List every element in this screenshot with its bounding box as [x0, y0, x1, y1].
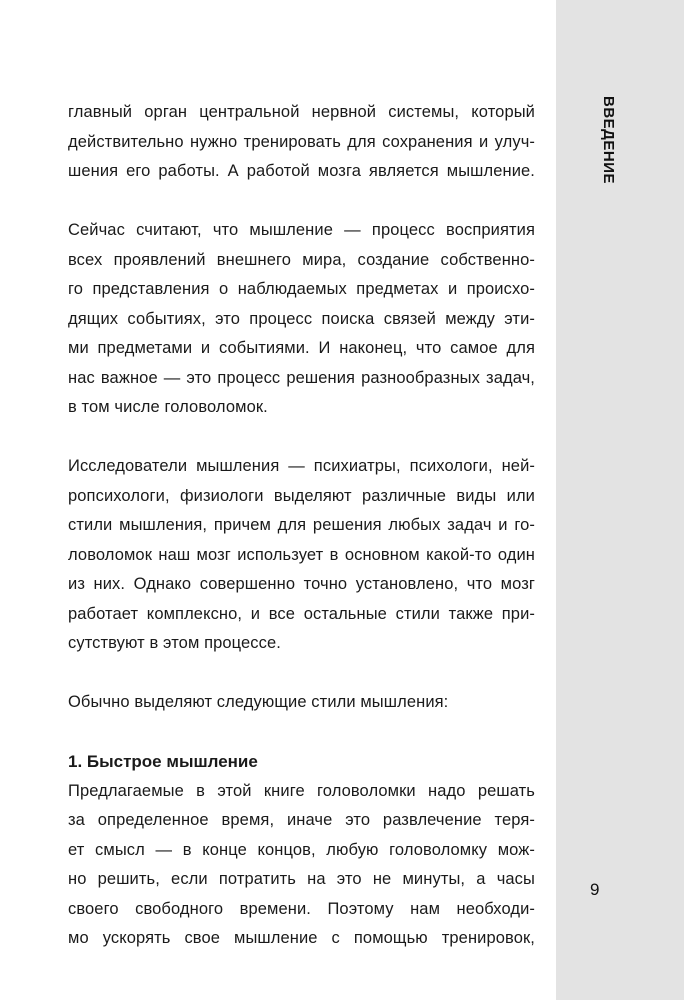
text-line: ловоломок наш мозг использует в основном какой-то один — [68, 545, 535, 564]
paragraph-4 — [68, 688, 535, 718]
text-line: нас важное — это процесс решения разнообразных задач, — [68, 368, 535, 387]
text-line: действительно нужно тренировать для сохранения и улуч- — [68, 132, 535, 151]
section-heading: 1. Быстрое мышление — [68, 752, 258, 771]
text-line: ми предметами и событиями. И наконец, что самое для — [68, 339, 535, 357]
paragraph-1 — [68, 98, 535, 187]
text-line: Предлагаемые в этой книге головоломки надо решать — [68, 781, 535, 800]
text-line: главный орган центральной нервной системы, который — [68, 103, 535, 121]
text-line: ет смысл — в конце концов, любую головоломку мож- — [68, 840, 535, 859]
text-line: Сейчас считают, что мышление — процесс восприятия — [68, 221, 535, 239]
text-line: всех проявлений внешнего мира, создание собственно- — [68, 250, 535, 269]
text-line: шения его работы. А работой мозга является мышление. — [68, 162, 535, 180]
page-number: 9 — [590, 880, 600, 899]
text-line: дящих событиях, это процесс поиска связей между эти- — [68, 309, 535, 328]
page-body — [68, 98, 535, 954]
text-line: мо ускорять свое мышление с помощью тренировок, — [68, 929, 535, 947]
text-line: в том числе головоломок. — [68, 398, 268, 416]
text-line: го представления о наблюдаемых предметах и происхо- — [68, 280, 535, 298]
text-line: ропсихологи, физиологи выделяют различные виды или — [68, 486, 535, 505]
text-line: Исследователи мышления — психиатры, психологи, ней- — [68, 457, 535, 475]
text-line: но решить, если потратить на это не минуты, а часы — [68, 870, 535, 888]
paragraph-2 — [68, 216, 535, 423]
side-tab — [556, 0, 684, 1000]
text-line: из них. Однако совершенно точно установлено, что мозг — [68, 575, 535, 593]
text-line: работает комплексно, и все остальные стили также при- — [68, 604, 535, 623]
paragraph-3 — [68, 452, 535, 659]
section-label: ВВЕДЕНИЕ — [600, 96, 617, 184]
text-line: сутствуют в этом процессе. — [68, 634, 281, 652]
section-paragraph — [68, 777, 535, 954]
text-line: за определенное время, иначе это развлечение теря- — [68, 811, 535, 829]
text-line: стили мышления, причем для решения любых задач и го- — [68, 516, 535, 534]
text-line: своего свободного времени. Поэтому нам необходи- — [68, 899, 535, 918]
text-line: Обычно выделяют следующие стили мышления: — [68, 693, 449, 711]
